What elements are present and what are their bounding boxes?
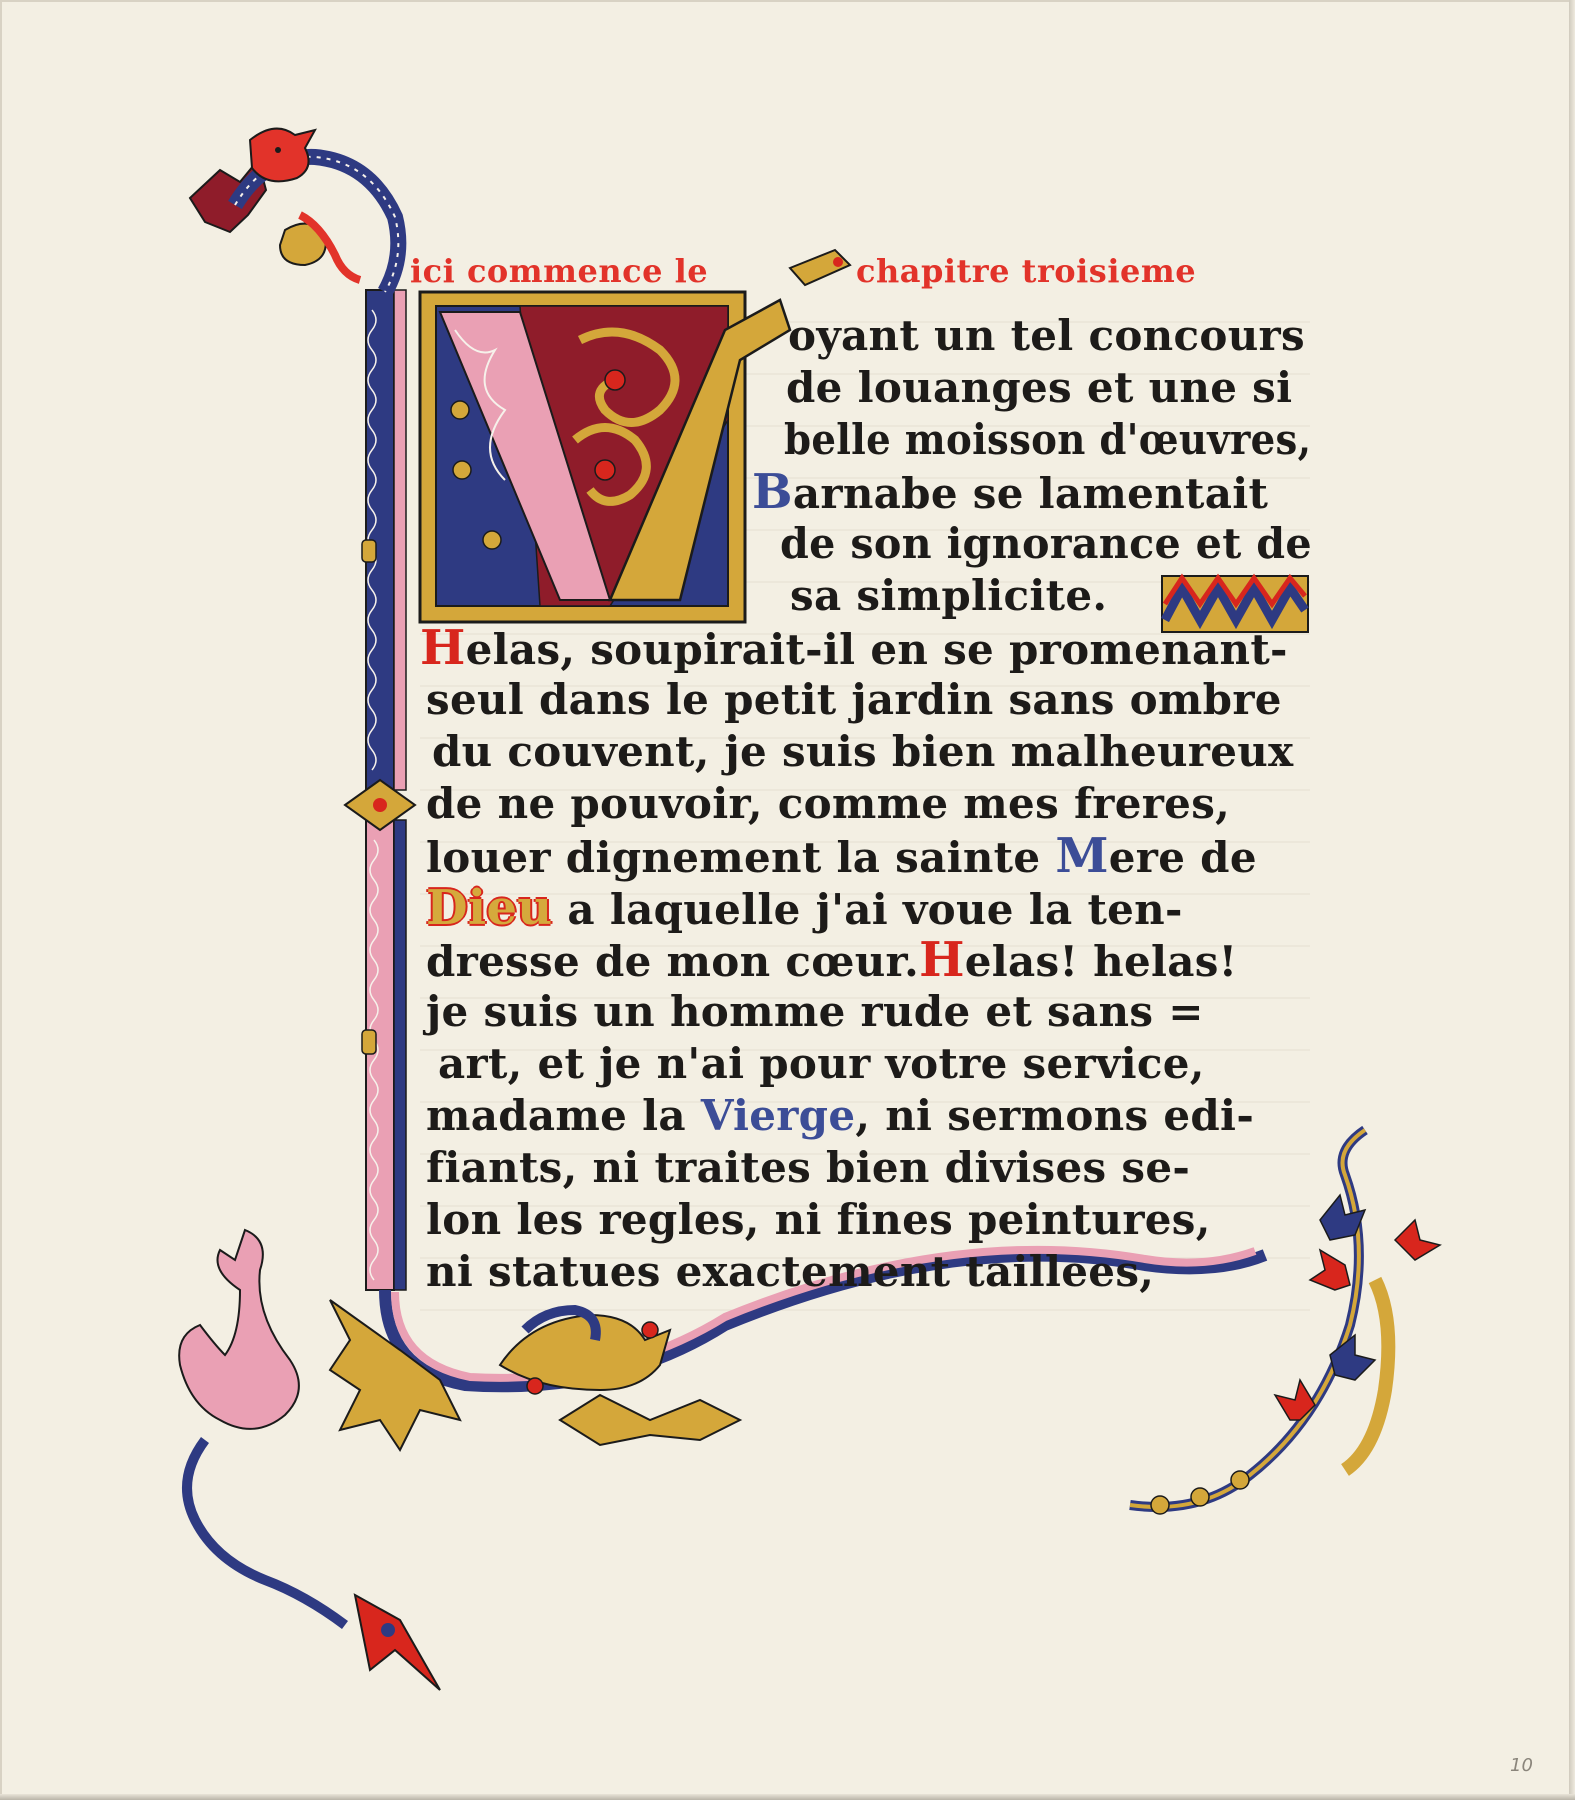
text-line	[426, 1090, 1254, 1142]
text-line	[438, 1038, 1205, 1090]
line-text: fiants, ni traites bien divises se-	[426, 1143, 1191, 1192]
line-text-after: elas! helas!	[964, 937, 1238, 986]
text-line	[426, 1194, 1211, 1246]
line-text: belle moisson d'œuvres,	[784, 415, 1312, 464]
line-text: seul dans le petit jardin sans ombre	[426, 675, 1282, 724]
line-text: louer dignement la sainte	[426, 833, 1056, 882]
border-bar	[345, 290, 415, 1290]
pink-creature	[179, 1230, 440, 1690]
text-line	[790, 570, 1107, 622]
dragon-top	[190, 129, 398, 292]
line-text: du couvent, je suis bien malheureux	[432, 727, 1294, 776]
line-text: madame la	[426, 1091, 701, 1140]
rubric-right: chapitre troisieme	[856, 252, 1197, 290]
line-text: de son ignorance et de	[780, 519, 1312, 568]
line-text: de ne pouvoir, comme mes freres,	[426, 779, 1231, 828]
text-line	[426, 674, 1282, 726]
line-capital: H	[420, 620, 466, 676]
line-text: de louanges et une si	[786, 363, 1293, 412]
text-line	[432, 726, 1293, 778]
line-text-after: ere de	[1108, 833, 1257, 882]
line-text: lon les regles, ni fines peintures,	[426, 1195, 1211, 1244]
line-text: ni statues exactement taillees,	[426, 1247, 1155, 1296]
line-text: sa simplicite.	[790, 571, 1108, 620]
page-number: 10	[1510, 1755, 1533, 1776]
highlighted-word: Vierge	[700, 1091, 856, 1140]
text-line	[426, 830, 1257, 882]
line-text-after: a laquelle j'ai voue la ten-	[552, 885, 1183, 934]
text-line	[786, 362, 1292, 414]
highlighted-word: H	[919, 932, 965, 988]
text-line	[426, 934, 1237, 986]
line-text: oyant un tel concours	[788, 311, 1305, 360]
rubric-left: ici commence le	[410, 252, 709, 290]
text-line	[426, 986, 1204, 1038]
text-line	[788, 310, 1305, 362]
text-line	[780, 518, 1312, 570]
text-line	[784, 414, 1311, 466]
line-text: je suis un homme rude et sans =	[426, 987, 1204, 1036]
line-text-after: , ni sermons edi-	[855, 1091, 1255, 1140]
line-text: arnabe se lamentait	[792, 469, 1269, 518]
highlighted-word: Dieu	[426, 880, 553, 936]
text-line	[752, 466, 1268, 518]
highlighted-word: M	[1055, 828, 1109, 884]
text-line	[426, 882, 1183, 934]
line-text: art, et je n'ai pour votre service,	[438, 1039, 1205, 1088]
line-capital: B	[752, 464, 793, 520]
text-line	[420, 622, 1288, 674]
text-line	[426, 1246, 1154, 1298]
line-text: elas, soupirait-il en se promenant-	[465, 625, 1288, 674]
line-text: dresse de mon cœur.	[426, 937, 920, 986]
text-line	[426, 1142, 1190, 1194]
text-line	[426, 778, 1230, 830]
